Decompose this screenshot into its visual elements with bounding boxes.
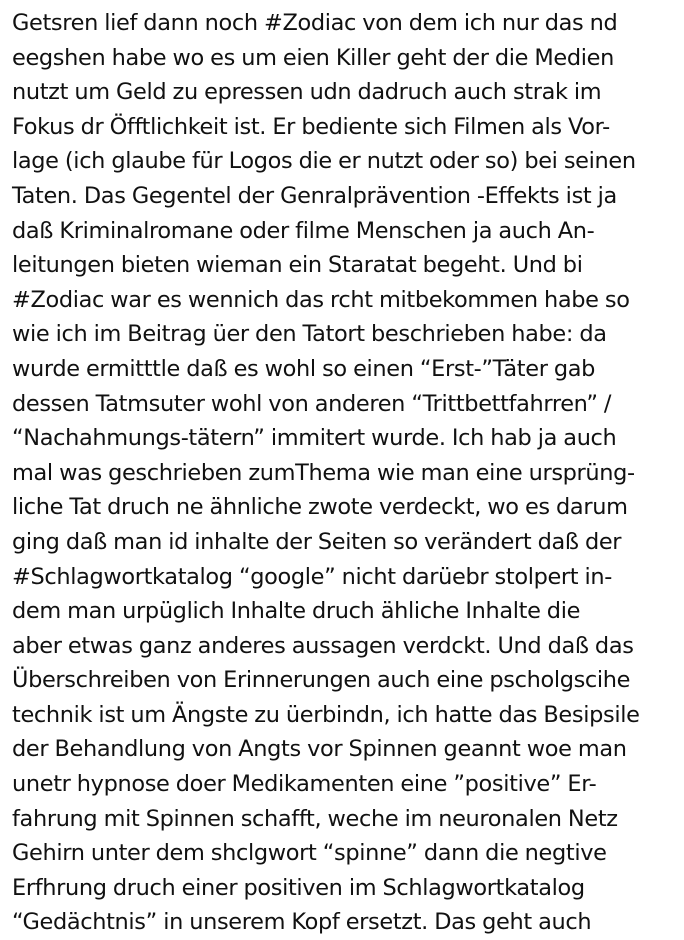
text-line: fahrung mit Spinnen schafft, weche im neuronalen Netz bbox=[12, 805, 618, 832]
text-line: technik ist um Ängste zu üerbindn, ich hatte das Besipsile bbox=[12, 701, 640, 728]
text-line: ging daß man id inhalte der Seiten so verändert daß der bbox=[12, 528, 622, 555]
text-line: der Behandlung von Angts vor Spinnen geannt woe man bbox=[12, 736, 627, 763]
text-line: Taten. Das Gegentel der Genralprävention -Effekts ist ja bbox=[12, 182, 617, 209]
text-line: lage (ich glaube für Logos die er nutzt oder so) bei seinen bbox=[12, 148, 636, 175]
body-text bbox=[12, 6, 682, 940]
text-line: mal was geschrieben zumThema wie man eine ursprüng- bbox=[12, 459, 635, 486]
text-line: eegshen habe wo es um eien Killer geht der die Medien bbox=[12, 44, 614, 71]
text-line: wurde ermitttle daß es wohl so einen “Erst-”Täter gab bbox=[12, 355, 596, 382]
text-line: wie ich im Beitrag üer den Tatort beschrieben habe: da bbox=[12, 321, 607, 348]
text-line: Getsren lief dann noch #Zodiac von dem ich nur das nd bbox=[12, 10, 618, 36]
text-line: unetr hypnose doer Medikamenten eine ”positive” Er- bbox=[12, 771, 597, 798]
text-line: nutzt um Geld zu epressen udn dadruch auch strak im bbox=[12, 79, 602, 106]
text-line: dessen Tatmsuter wohl von anderen “Trittbettfahrren” / bbox=[12, 390, 612, 417]
text-line: #Zodiac war es wennich das rcht mitbekommen habe so bbox=[12, 286, 630, 313]
text-line: “Nachahmungs-tätern” immitert wurde. Ich hab ja auch bbox=[12, 425, 617, 452]
text-line: liche Tat druch ne ähnliche zwote verdeckt, wo es darum bbox=[12, 494, 628, 521]
text-line: dem man urpüglich Inhalte druch ähliche Inhalte die bbox=[12, 598, 581, 625]
text-line: “Gedächtnis” in unserem Kopf ersetzt. Das geht auch bbox=[12, 909, 592, 936]
text-line: leitungen bieten wieman ein Staratat begeht. Und bi bbox=[12, 252, 583, 279]
text-line: #Schlagwortkatalog “google” nicht darüebr stolpert in- bbox=[12, 563, 613, 590]
text-line: Gehirn unter dem shclgwort “spinne” dann die negtive bbox=[12, 840, 607, 867]
text-line: Erfhrung druch einer positiven im Schlagwortkatalog bbox=[12, 874, 585, 901]
text-line: Fokus dr Öfftlichkeit ist. Er bediente sich Filmen als Vor- bbox=[12, 113, 610, 140]
text-line: aber etwas ganz anderes aussagen verdckt. Und daß das bbox=[12, 632, 634, 659]
text-line: daß Kriminalromane oder filme Menschen ja auch An- bbox=[12, 217, 595, 244]
text-line: Überschreiben von Erinnerungen auch eine pscholgscihe bbox=[12, 667, 631, 694]
